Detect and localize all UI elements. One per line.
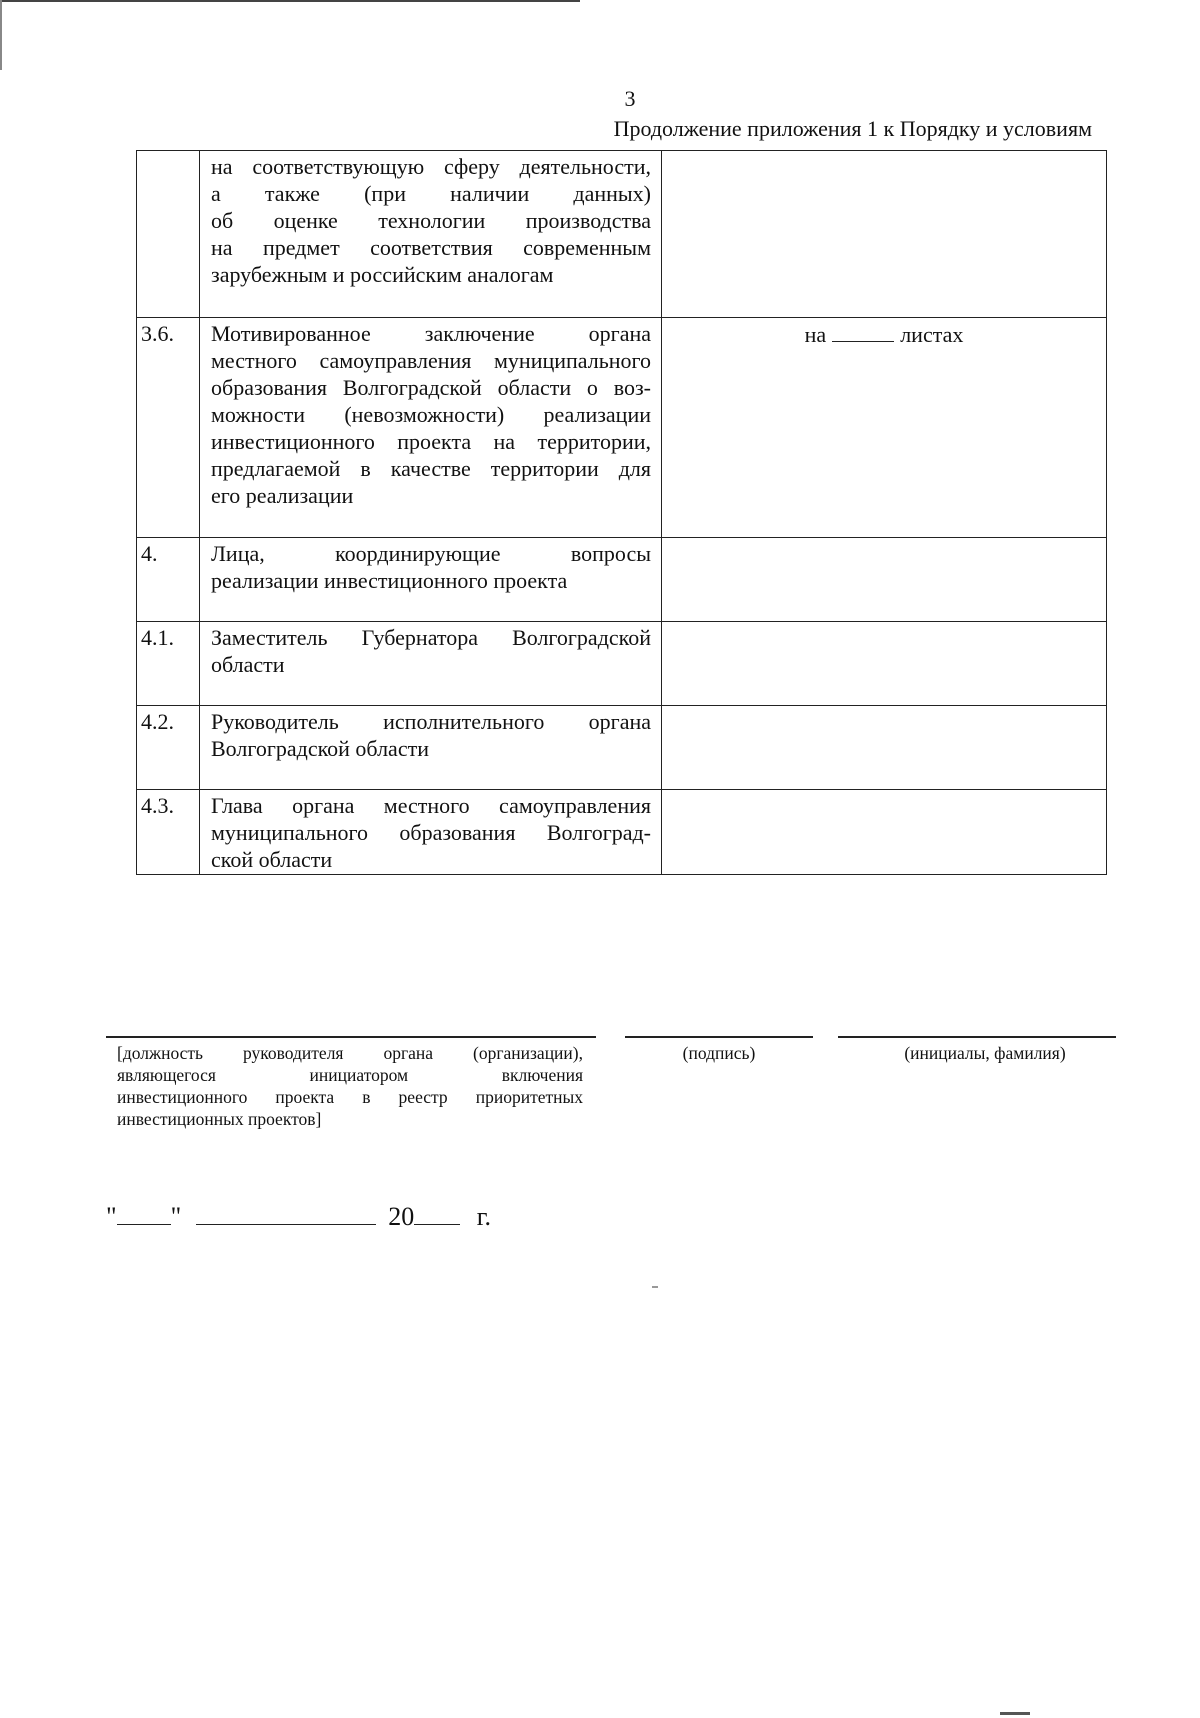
- position-signature-line: [106, 1036, 596, 1038]
- sheets-suffix: листах: [900, 322, 964, 347]
- description-line: муниципального образования Волгоград-: [211, 820, 651, 845]
- application-table: [136, 150, 1107, 875]
- row-value: [662, 706, 1107, 790]
- table-row: [137, 706, 1107, 790]
- scan-speck: [1000, 1712, 1030, 1715]
- position-caption-line: [должность руководителя органа (организации),: [117, 1043, 583, 1063]
- row-description: [200, 622, 662, 706]
- row-number: 4.: [137, 538, 200, 622]
- row-value: [662, 622, 1107, 706]
- description-line: на предмет соответствия современным: [211, 235, 651, 260]
- table-row: [137, 318, 1107, 538]
- table-row: [137, 622, 1107, 706]
- description-line: Руководитель исполнительного органа: [211, 709, 651, 734]
- scan-speck: [652, 1286, 658, 1288]
- row-description: [200, 706, 662, 790]
- sheets-count-field: [662, 318, 1107, 538]
- description-line: Волгоградской области: [211, 736, 429, 761]
- signature-caption: (подпись): [682, 1043, 756, 1063]
- position-caption: [117, 1042, 583, 1130]
- row-number: 4.2.: [137, 706, 200, 790]
- position-caption-line: инвестиционного проекта в реестр приоритетных: [117, 1087, 583, 1107]
- table-row: [137, 538, 1107, 622]
- month-blank: [196, 1200, 376, 1225]
- row-value: [662, 151, 1107, 318]
- table-row: [137, 790, 1107, 875]
- description-line: его реализации: [211, 483, 354, 508]
- sheets-blank: [832, 323, 894, 342]
- description-line: Заместитель Губернатора Волгоградской: [211, 625, 651, 650]
- row-description: [200, 318, 662, 538]
- description-line: предлагаемой в качестве территории для: [211, 456, 651, 481]
- table-row: [137, 151, 1107, 318]
- row-value: [662, 538, 1107, 622]
- day-blank: [117, 1200, 171, 1225]
- page-number: 3: [624, 86, 636, 111]
- name-signature-line: [838, 1036, 1116, 1038]
- row-value: [662, 790, 1107, 875]
- row-description: [200, 790, 662, 875]
- row-number: 4.3.: [137, 790, 200, 875]
- row-description: [200, 538, 662, 622]
- year-blank: [414, 1200, 460, 1225]
- row-number: 3.6.: [137, 318, 200, 538]
- position-caption-line: являющегося инициатором включения: [117, 1065, 583, 1085]
- description-line: Лица, координирующие вопросы: [211, 541, 651, 566]
- description-line: Глава органа местного самоуправления: [211, 793, 651, 818]
- row-number: [137, 151, 200, 318]
- position-caption-line: инвестиционных проектов]: [117, 1109, 322, 1129]
- description-line: а также (при наличии данных): [211, 181, 651, 206]
- description-line: можности (невозможности) реализации: [211, 402, 651, 427]
- scan-left-rule: [0, 0, 2, 70]
- description-line: инвестиционного проекта на территории,: [211, 429, 651, 454]
- running-title: Продолжение приложения 1 к Порядку и условиям: [613, 116, 1092, 141]
- row-description: [200, 151, 662, 318]
- description-line: образования Волгоградской области о воз-: [211, 375, 651, 400]
- row-number: 4.1.: [137, 622, 200, 706]
- quote-open: ": [106, 1202, 117, 1231]
- name-caption: (инициалы, фамилия): [904, 1043, 1066, 1063]
- signature-line: [625, 1036, 813, 1038]
- scan-top-rule: [0, 0, 580, 2]
- description-line: области: [211, 652, 285, 677]
- year-suffix: г.: [476, 1202, 491, 1231]
- description-line: ской области: [211, 847, 333, 872]
- quote-close: ": [170, 1202, 182, 1231]
- description-line: местного самоуправления муниципального: [211, 348, 651, 373]
- description-line: зарубежным и российским аналогам: [211, 262, 554, 287]
- description-line: реализации инвестиционного проекта: [211, 568, 568, 593]
- description-line: Мотивированное заключение органа: [211, 321, 651, 346]
- sheets-prefix: на: [804, 322, 827, 347]
- description-line: об оценке технологии производства: [211, 208, 651, 233]
- year-prefix: 20: [388, 1202, 415, 1231]
- date-line: [106, 1200, 491, 1232]
- description-line: на соответствующую сферу деятельности,: [211, 154, 651, 179]
